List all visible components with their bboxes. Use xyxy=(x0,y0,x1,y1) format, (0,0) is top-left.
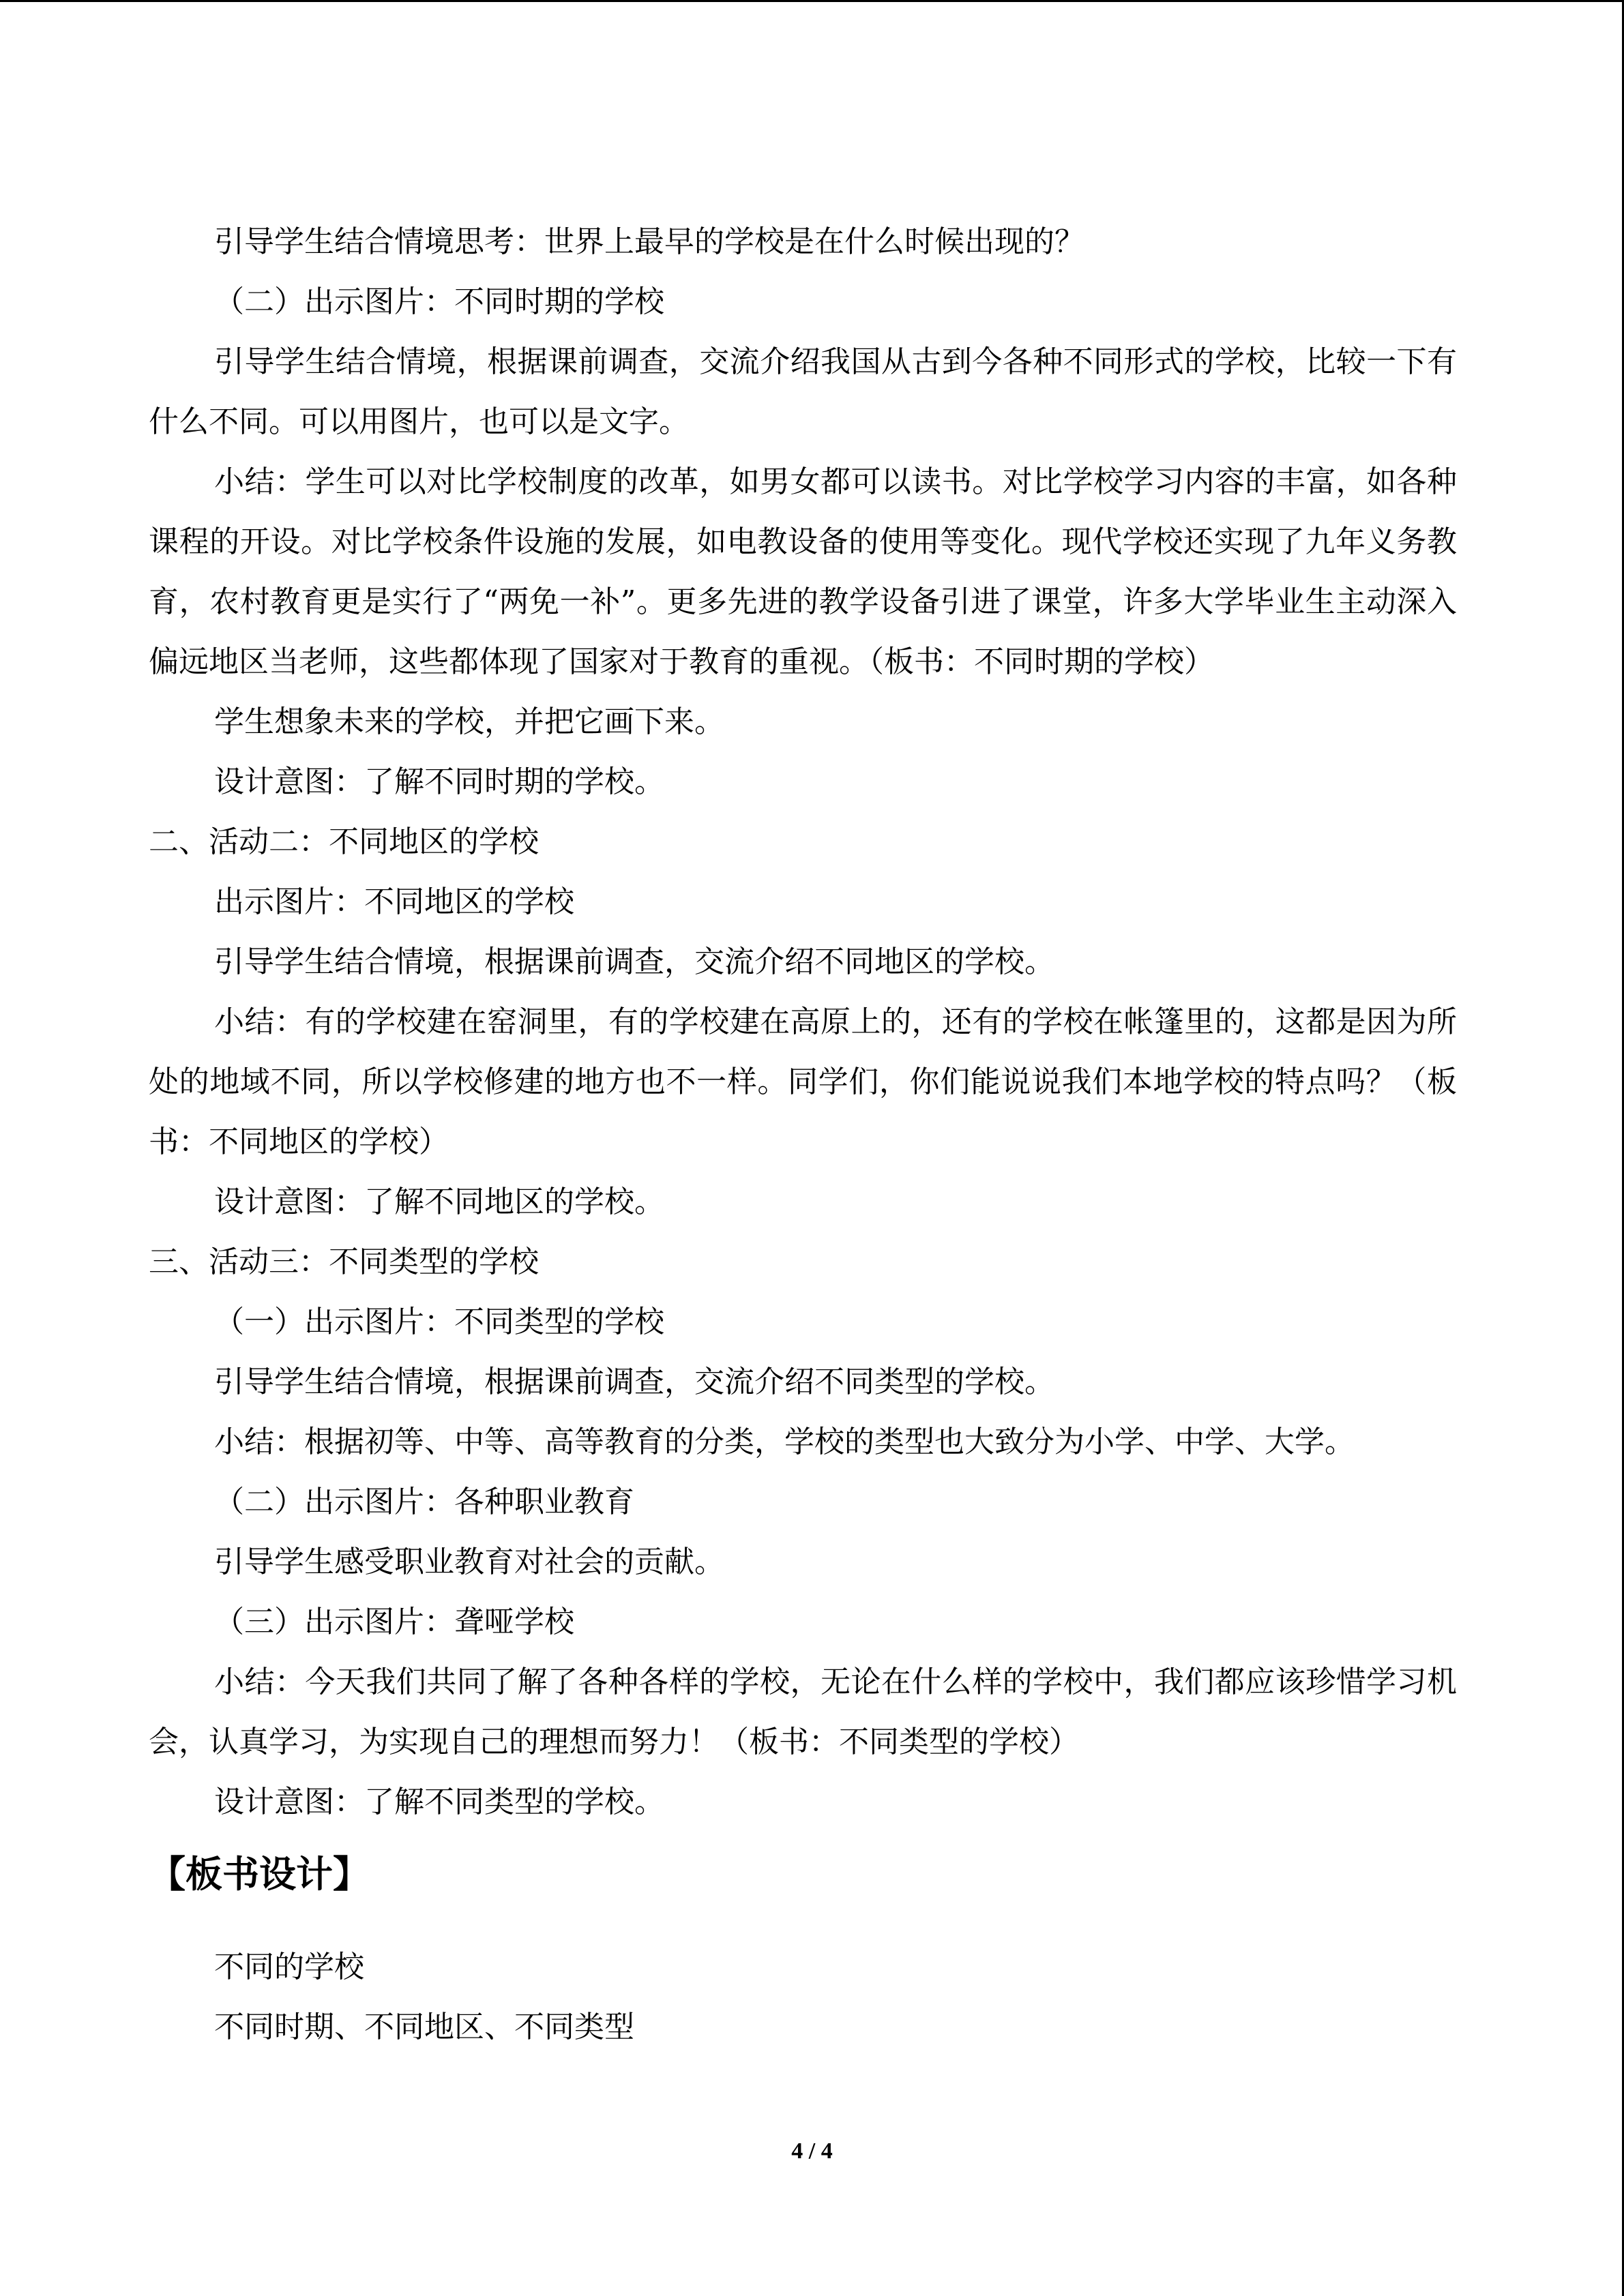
paragraph-subheading: （二）出示图片：不同时期的学校 xyxy=(214,284,664,319)
paragraph: 引导学生结合情境，根据课前调查，交流介绍不同地区的学校。 xyxy=(214,944,1054,979)
board-line-items: 不同时期、不同地区、不同类型 xyxy=(214,2010,634,2044)
paragraph-subheading: 出示图片：不同地区的学校 xyxy=(214,884,574,919)
paragraph: 引导学生感受职业教育对社会的贡献。 xyxy=(214,1545,724,1579)
paragraph: 学生想象未来的学校，并把它画下来。 xyxy=(214,704,724,739)
paragraph-summary: 小结：今天我们共同了解了各种各样的学校，无论在什么样的学校中，我们都应该珍惜学习机会，认真学习，为实现自己的理想而努力！（板书：不同类型的学校） xyxy=(149,1665,1457,1759)
paragraph-summary: 小结：根据初等、中等、高等教育的分类，学校的类型也大致分为小学、中学、大学。 xyxy=(214,1425,1355,1459)
paragraph: 引导学生结合情境，根据课前调查，交流介绍我国从古到今各种不同形式的学校，比较一下有什么不同。可以用图片，也可以是文字。 xyxy=(149,344,1457,439)
activity-heading: 二、活动二：不同地区的学校 xyxy=(149,824,539,859)
paragraph-question: 引导学生结合情境思考：世界上最早的学校是在什么时候出现的？ xyxy=(214,224,1084,259)
paragraph-subheading: （三）出示图片：聋哑学校 xyxy=(214,1605,574,1639)
document-body xyxy=(149,212,1457,2057)
paragraph-subheading: （一）出示图片：不同类型的学校 xyxy=(214,1304,664,1339)
paragraph-summary: 小结：学生可以对比学校制度的改革，如男女都可以读书。对比学校学习内容的丰富，如各种课程的开设。对比学校条件设施的发展，如电教设备的使用等变化。现代学校还实现了九年义务教育，农村教育更是实行了“两免一补”。更多先进的教学设备引进了课堂，许多大学毕业生主动深入偏远地区当老师，这些都体现了国家对于教育的重视。（板书：不同时期的学校） xyxy=(149,464,1457,679)
board-line-title: 不同的学校 xyxy=(214,1950,364,1984)
paragraph-design-intent: 设计意图：了解不同类型的学校。 xyxy=(214,1785,664,1819)
paragraph-design-intent: 设计意图：了解不同地区的学校。 xyxy=(214,1184,664,1219)
paragraph-subheading: （二）出示图片：各种职业教育 xyxy=(214,1485,634,1519)
page-number: 4 / 4 xyxy=(791,2138,833,2164)
section-heading-board-design: 【板书设计】 xyxy=(149,1853,370,1896)
paragraph-design-intent: 设计意图：了解不同时期的学校。 xyxy=(214,764,664,799)
activity-heading: 三、活动三：不同类型的学校 xyxy=(149,1244,539,1279)
paragraph-summary: 小结：有的学校建在窑洞里，有的学校建在高原上的，还有的学校在帐篷里的，这都是因为所处的地域不同，所以学校修建的地方也不一样。同学们，你们能说说我们本地学校的特点吗？（板书：不同地区的学校） xyxy=(149,1004,1457,1159)
paragraph: 引导学生结合情境，根据课前调查，交流介绍不同类型的学校。 xyxy=(214,1365,1054,1399)
